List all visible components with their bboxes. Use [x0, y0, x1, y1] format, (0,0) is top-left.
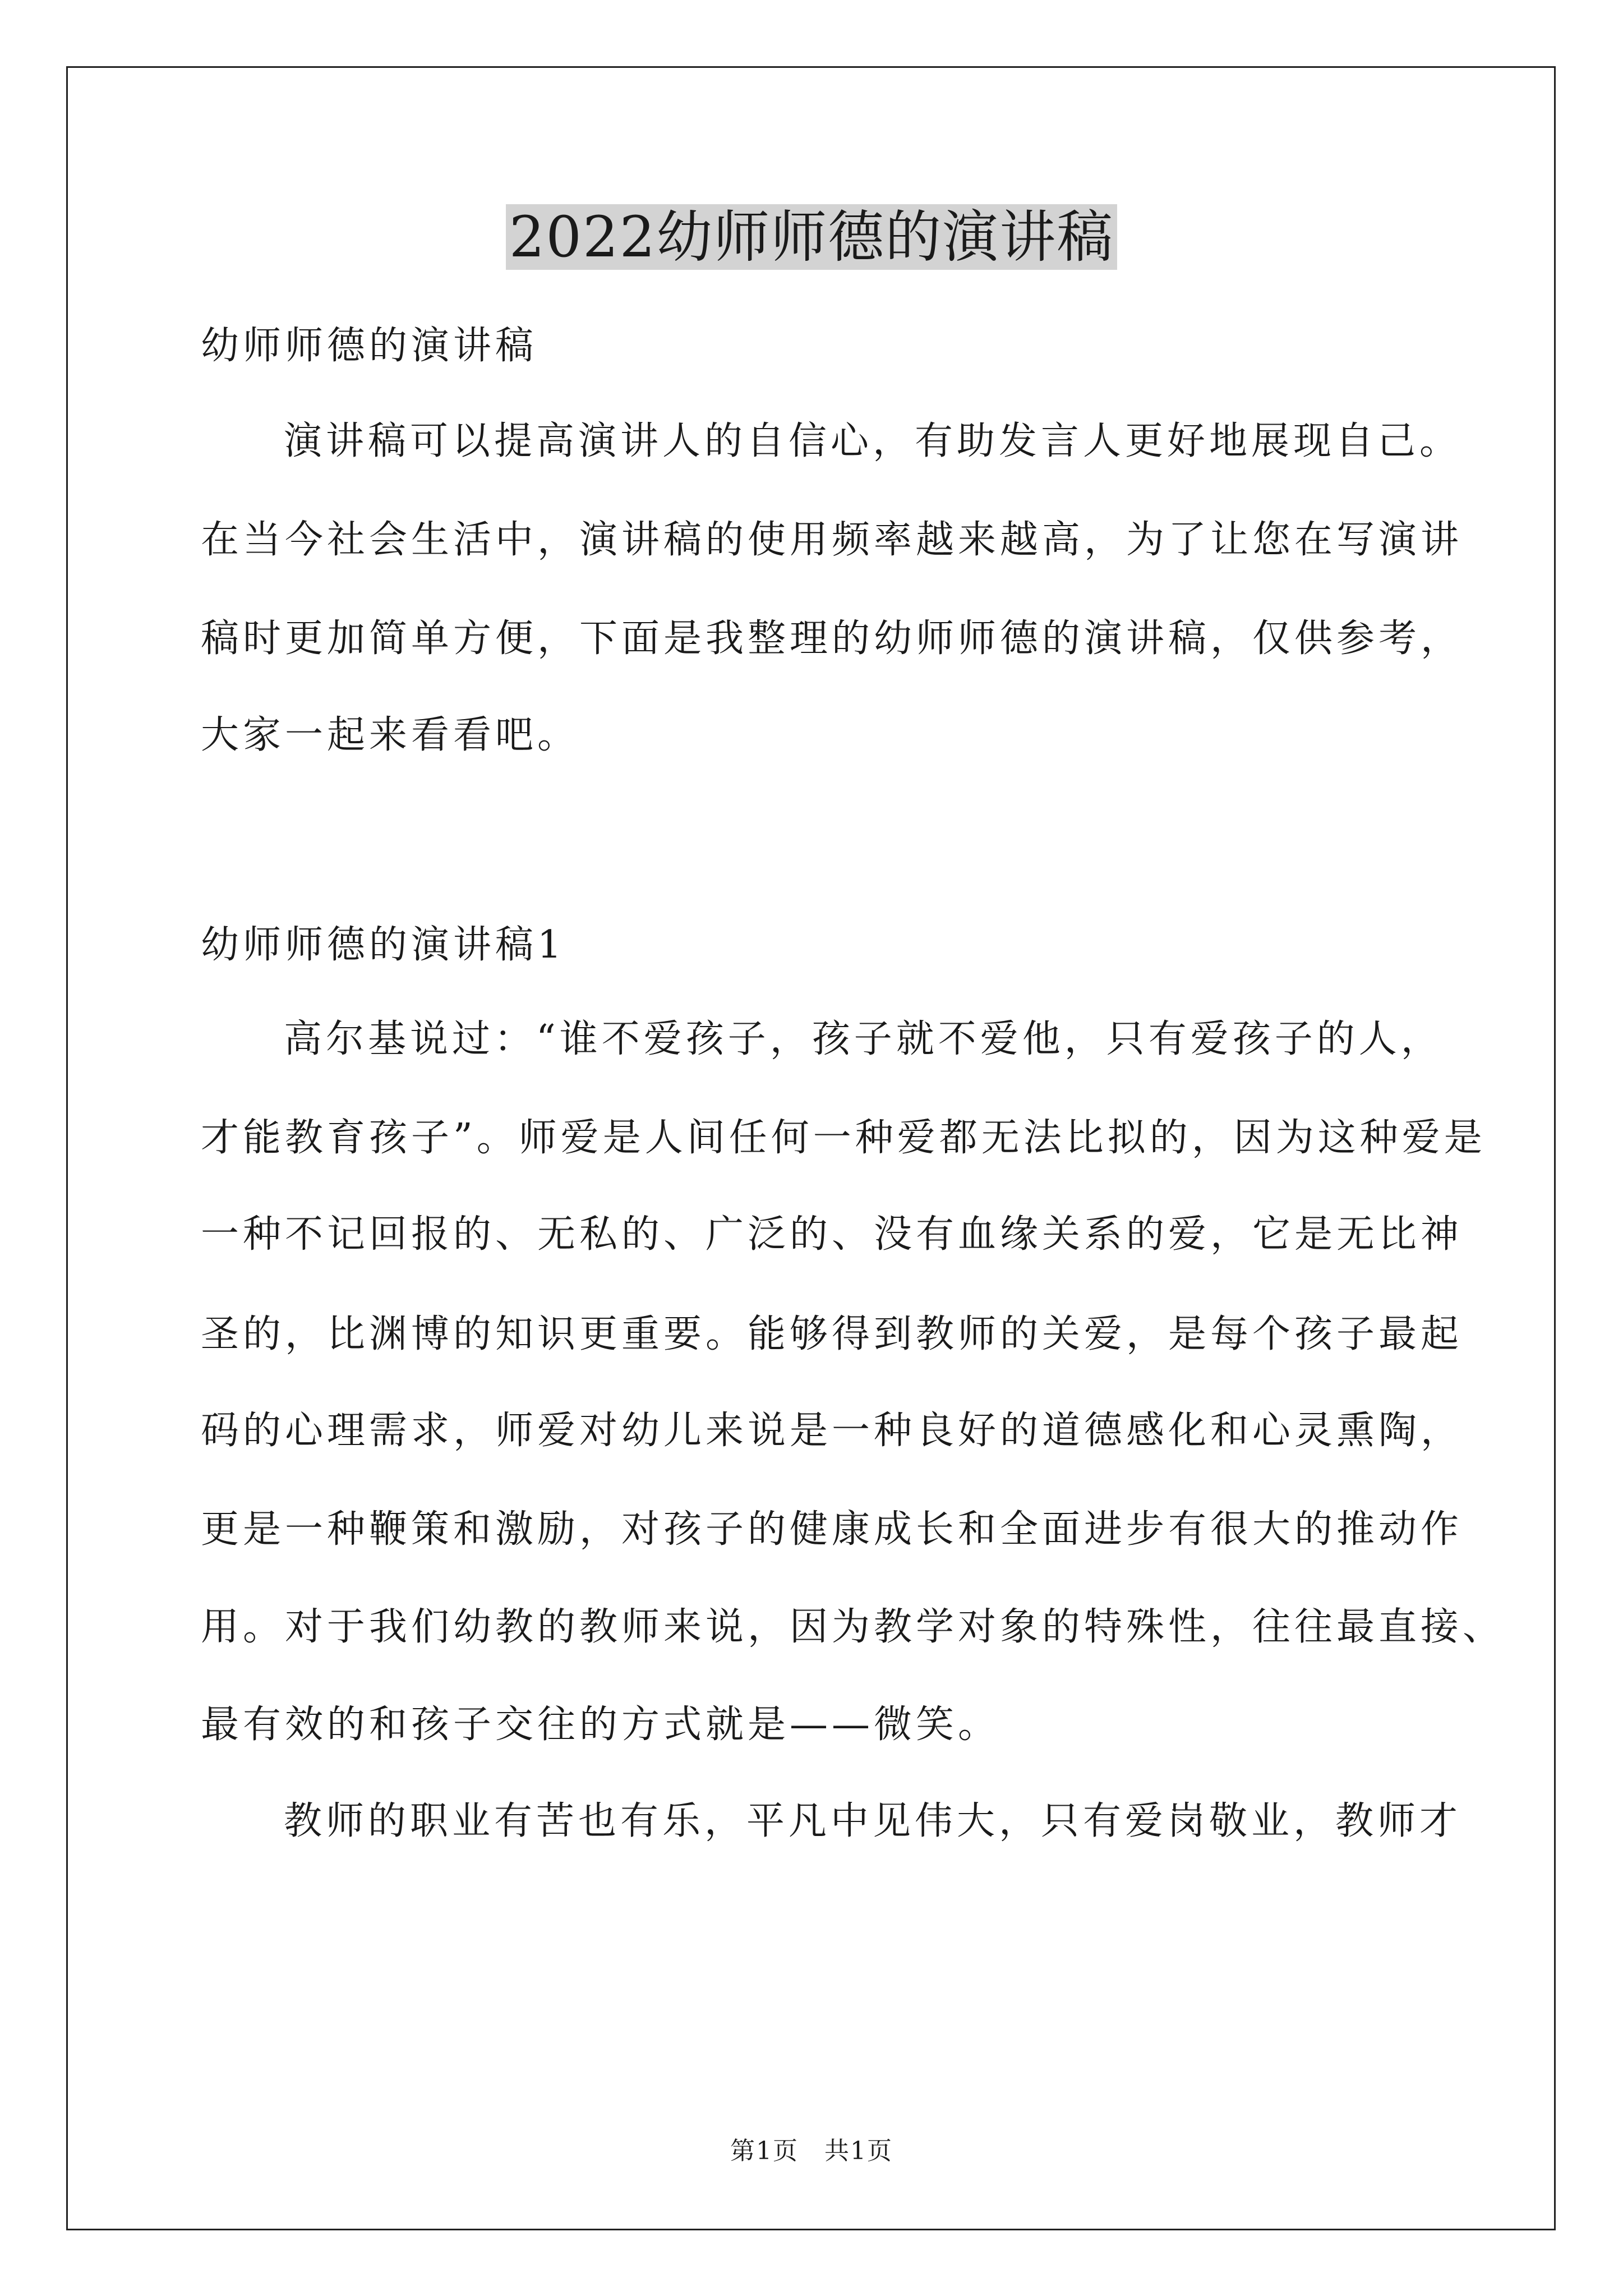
section-heading: 幼师师德的演讲稿1 [201, 923, 566, 967]
page-footer: 第1页 共1页 [730, 2137, 893, 2165]
intro-line-4: 大家一起来看看吧。 [201, 713, 580, 757]
section-line-7: 用。对于我们幼教的教师来说，因为教学对象的特殊性，往往最直接、 [201, 1605, 1505, 1649]
section-line-3: 一种不记回报的、无私的、广泛的、没有血缘关系的爱，它是无比神 [201, 1212, 1463, 1257]
section-line-5: 码的心理需求，师爱对幼儿来说是一种良好的道德感化和心灵熏陶， [201, 1409, 1463, 1453]
section-line-4: 圣的，比渊博的知识更重要。能够得到教师的关爱，是每个孩子最起 [201, 1312, 1463, 1356]
section-line-2: 才能教育孩子”。师爱是人间任何一种爱都无法比拟的，因为这种爱是 [201, 1116, 1486, 1160]
subtitle: 幼师师德的演讲稿 [201, 324, 538, 368]
section-line-8: 最有效的和孩子交往的方式就是——微笑。 [201, 1703, 1000, 1747]
document-title: 2022幼师师德的演讲稿 [0, 201, 1623, 274]
intro-line-1: 演讲稿可以提高演讲人的自信心，有助发言人更好地展现自己。 [284, 419, 1462, 463]
intro-line-3: 稿时更加简单方便，下面是我整理的幼师师德的演讲稿，仅供参考， [201, 616, 1463, 661]
intro-line-2: 在当今社会生活中，演讲稿的使用频率越来越高，为了让您在写演讲 [201, 518, 1463, 562]
section-line-6: 更是一种鞭策和激励，对孩子的健康成长和全面进步有很大的推动作 [201, 1507, 1463, 1552]
section-line-1: 高尔基说过：“谁不爱孩子，孩子就不爱他，只有爱孩子的人， [284, 1017, 1443, 1061]
section-line-9: 教师的职业有苦也有乐，平凡中见伟大，只有爱岗敬业，教师才 [284, 1799, 1462, 1843]
